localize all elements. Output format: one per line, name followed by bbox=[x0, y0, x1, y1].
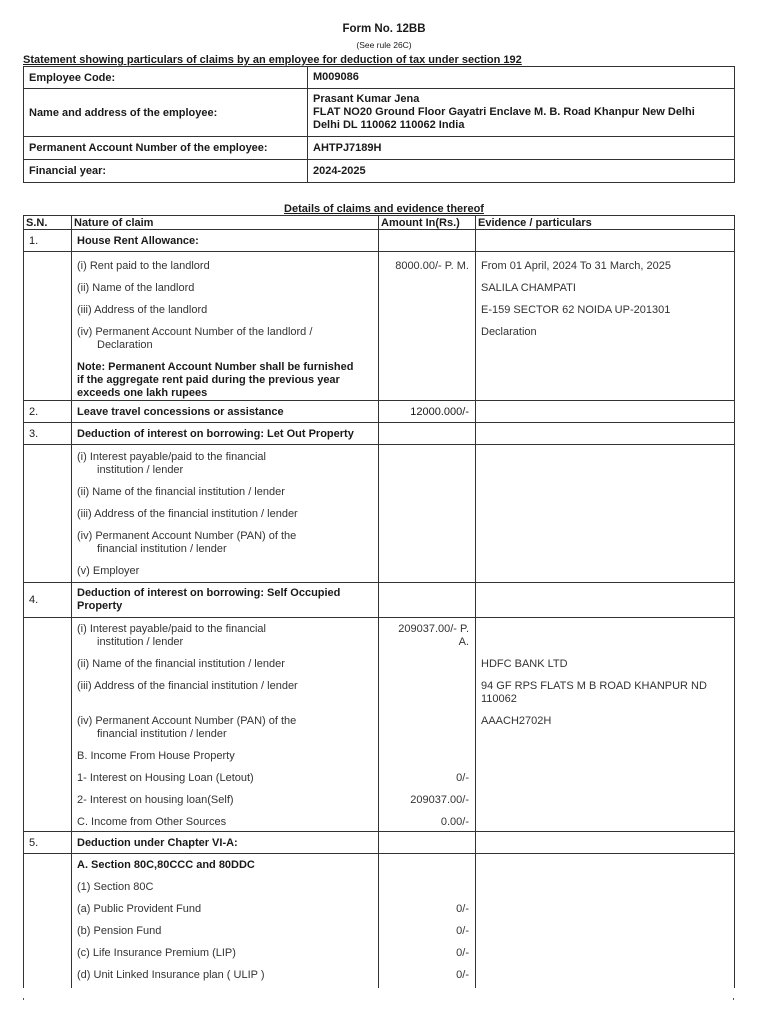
chapter6a-sn: 5. bbox=[24, 832, 72, 854]
employee-name-value: Prasant Kumar Jena bbox=[313, 93, 420, 105]
financial-year-row bbox=[24, 160, 735, 183]
employee-name-label: Name and address of the employee: bbox=[24, 89, 308, 137]
employee-address-line1: FLAT NO20 Ground Floor Gayatri Enclave M. B. Road Khanpur New Delhi bbox=[313, 106, 695, 118]
self-loan-interest-label: 2- Interest on housing loan(Self) bbox=[77, 794, 234, 806]
statement-heading: Statement showing particulars of claims by an employee for deduction of tax under section 192 bbox=[23, 54, 522, 66]
selfocc-details bbox=[72, 618, 379, 832]
lta-amount: 12000.000/- bbox=[379, 401, 476, 423]
selfocc-lender-address-label: (iii) Address of the financial institution / lender bbox=[77, 680, 298, 692]
employee-code-value: M009086 bbox=[308, 67, 735, 89]
landlord-pan-label: (iv) Permanent Account Number of the landlord / Declaration bbox=[77, 326, 313, 351]
letout-loan-interest-label: 1- Interest on Housing Loan (Letout) bbox=[77, 772, 254, 784]
letout-sn: 3. bbox=[24, 423, 72, 445]
hra-title-row bbox=[24, 230, 735, 252]
selfocc-lender-name-label: (ii) Name of the financial institution / lender bbox=[77, 658, 285, 670]
form-title: Form No. 12BB bbox=[342, 23, 426, 35]
form-rule-reference: (See rule 26C) bbox=[356, 40, 412, 50]
landlord-address-label: (iii) Address of the landlord bbox=[77, 304, 208, 316]
letout-title: Deduction of interest on borrowing: Let Out Property bbox=[72, 423, 379, 445]
hra-sn: 1. bbox=[24, 230, 72, 252]
header-amount: Amount In(Rs.) bbox=[379, 216, 476, 230]
other-sources-label: C. Income from Other Sources bbox=[77, 816, 227, 828]
letout-loan-interest-amount: 0/- bbox=[456, 772, 469, 784]
letout-lender-pan-label: (iv) Permanent Account Number (PAN) of the financial institution / lender bbox=[77, 530, 297, 555]
selfocc-interest-amount: 209037.00/- P. A. bbox=[398, 623, 469, 648]
selfocc-lender-address-value: 94 GF RPS FLATS M B ROAD KHANPUR ND 110062 bbox=[481, 680, 707, 705]
selfocc-details-row bbox=[24, 618, 735, 832]
section-80c-group-label: A. Section 80C,80CCC and 80DDC bbox=[77, 859, 255, 871]
financial-year-label: Financial year: bbox=[24, 160, 308, 183]
employee-name-address bbox=[308, 89, 735, 137]
letout-lender-address-label: (iii) Address of the financial institution / lender bbox=[77, 508, 298, 520]
rent-paid-label: (i) Rent paid to the landlord bbox=[77, 260, 210, 272]
ulip-label: (d) Unit Linked Insurance plan ( ULIP ) bbox=[77, 969, 265, 981]
selfocc-amounts bbox=[379, 618, 476, 832]
employee-info-table bbox=[23, 66, 735, 183]
lta-sn: 2. bbox=[24, 401, 72, 423]
letout-details-row bbox=[24, 445, 735, 583]
pension-fund-label: (b) Pension Fund bbox=[77, 925, 162, 937]
letout-lender-name-label: (ii) Name of the financial institution / lender bbox=[77, 486, 285, 498]
hra-evidence bbox=[476, 252, 735, 401]
selfocc-sn: 4. bbox=[24, 583, 72, 618]
house-property-income-label: B. Income From House Property bbox=[77, 750, 235, 762]
employee-code-row bbox=[24, 67, 735, 89]
hra-details bbox=[72, 252, 379, 401]
ppf-amount: 0/- bbox=[456, 903, 469, 915]
employee-pan-row bbox=[24, 137, 735, 160]
selfocc-title-row bbox=[24, 583, 735, 618]
letout-employer-label: (v) Employer bbox=[77, 565, 140, 577]
employee-code-label: Employee Code: bbox=[24, 67, 308, 89]
letout-interest-label: (i) Interest payable/paid to the financial institution / lender bbox=[77, 451, 266, 476]
rent-period: From 01 April, 2024 To 31 March, 2025 bbox=[481, 260, 671, 272]
employee-pan-value: AHTPJ7189H bbox=[308, 137, 735, 160]
selfocc-evidence bbox=[476, 618, 735, 832]
chapter6a-title: Deduction under Chapter VI-A: bbox=[72, 832, 379, 854]
selfocc-lender-pan-value: AAACH2702H bbox=[481, 715, 552, 727]
header-evidence: Evidence / particulars bbox=[476, 216, 735, 230]
page-edge-mark bbox=[23, 998, 24, 1000]
letout-title-row bbox=[24, 423, 735, 445]
landlord-name-value: SALILA CHAMPATI bbox=[481, 282, 576, 294]
chapter6a-title-row bbox=[24, 832, 735, 854]
claims-header-row bbox=[24, 216, 735, 230]
rent-amount: 8000.00/- P. M. bbox=[395, 260, 469, 272]
employee-pan-label: Permanent Account Number of the employee: bbox=[24, 137, 308, 160]
lta-title: Leave travel concessions or assistance bbox=[72, 401, 379, 423]
selfocc-title: Deduction of interest on borrowing: Self Occupied Property bbox=[72, 583, 379, 618]
self-loan-interest-amount: 209037.00/- bbox=[410, 794, 469, 806]
hra-title: House Rent Allowance: bbox=[72, 230, 379, 252]
landlord-name-label: (ii) Name of the landlord bbox=[77, 282, 195, 294]
ulip-amount: 0/- bbox=[456, 969, 469, 981]
header-sn: S.N. bbox=[24, 216, 72, 230]
chapter6a-details bbox=[72, 854, 379, 988]
hra-amounts bbox=[379, 252, 476, 401]
claims-table bbox=[23, 215, 735, 988]
pension-fund-amount: 0/- bbox=[456, 925, 469, 937]
employee-name-row bbox=[24, 89, 735, 137]
chapter6a-details-row bbox=[24, 854, 735, 988]
employee-address-line2: Delhi DL 110062 110062 India bbox=[313, 119, 465, 131]
details-title: Details of claims and evidence thereof bbox=[284, 203, 484, 215]
pan-note: Note: Permanent Account Number shall be furnished if the aggregate rent paid during the previous year exceeds one lakh rupees bbox=[77, 361, 354, 399]
other-sources-amount: 0.00/- bbox=[440, 816, 469, 828]
chapter6a-amounts bbox=[379, 854, 476, 988]
page-edge-mark bbox=[733, 998, 734, 1000]
selfocc-lender-name-value: HDFC BANK LTD bbox=[481, 658, 568, 670]
section-80c-label: (1) Section 80C bbox=[77, 881, 154, 893]
financial-year-value: 2024-2025 bbox=[308, 160, 735, 183]
ppf-label: (a) Public Provident Fund bbox=[77, 903, 202, 915]
selfocc-interest-label: (i) Interest payable/paid to the financial institution / lender bbox=[77, 623, 266, 648]
lip-amount: 0/- bbox=[456, 947, 469, 959]
landlord-address-value: E-159 SECTOR 62 NOIDA UP-201301 bbox=[481, 304, 671, 316]
lta-row bbox=[24, 401, 735, 423]
selfocc-lender-pan-label: (iv) Permanent Account Number (PAN) of the financial institution / lender bbox=[77, 715, 297, 740]
landlord-pan-value: Declaration bbox=[481, 326, 537, 338]
header-nature: Nature of claim bbox=[72, 216, 379, 230]
lip-label: (c) Life Insurance Premium (LIP) bbox=[77, 947, 236, 959]
hra-details-row bbox=[24, 252, 735, 401]
letout-details bbox=[72, 445, 379, 583]
